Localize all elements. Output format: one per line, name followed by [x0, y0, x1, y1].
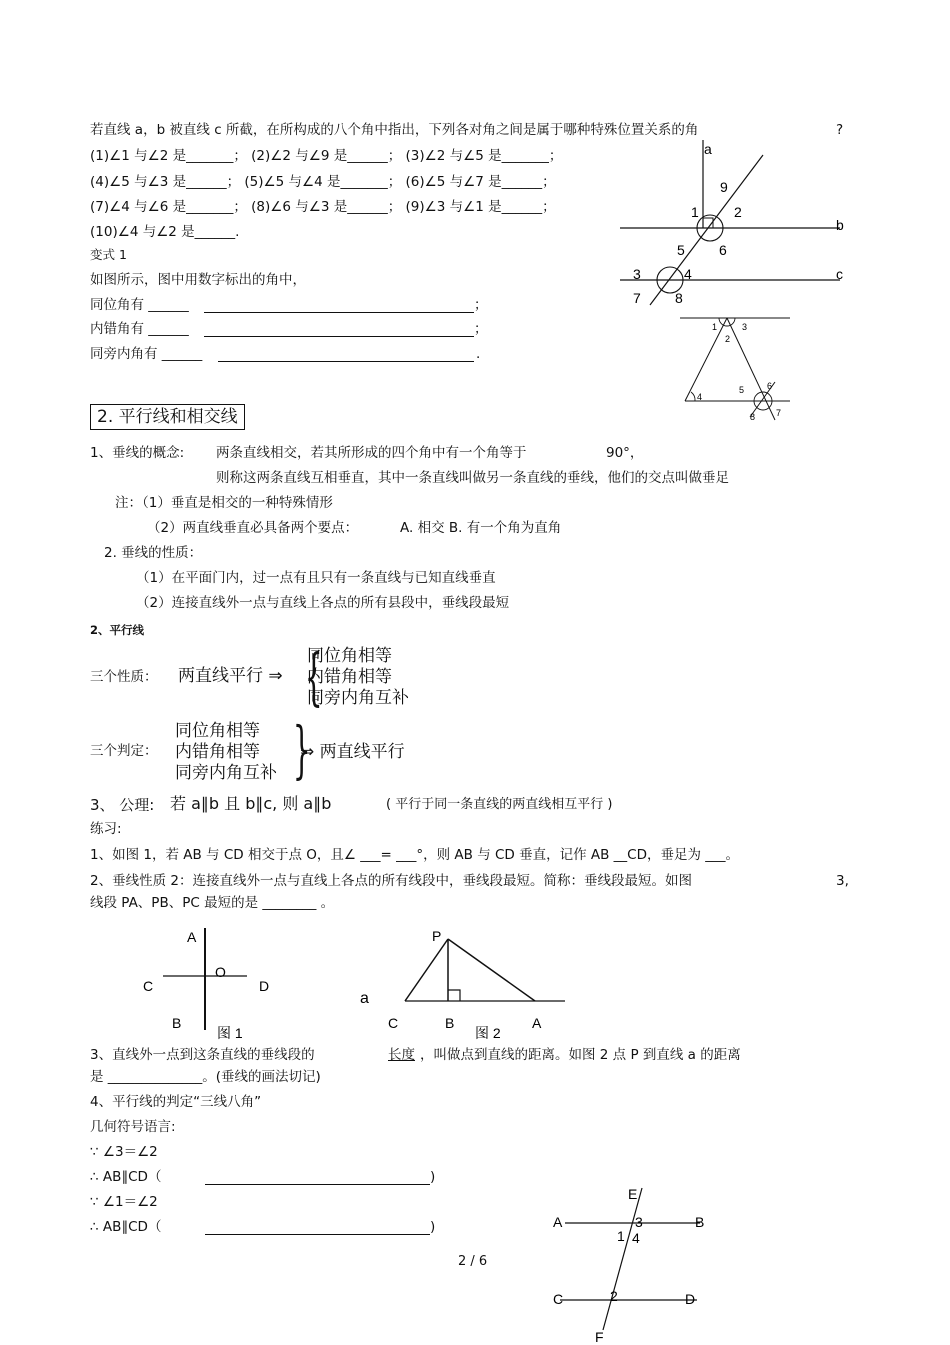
tongpang-blank[interactable] — [218, 361, 474, 362]
svg-text:B: B — [695, 1214, 705, 1230]
tongwei-blank[interactable] — [204, 312, 474, 313]
left-brace-icon: { — [304, 640, 323, 713]
tongwei-label: 同位角有 ______ — [90, 297, 189, 313]
figure-1 — [135, 920, 270, 1045]
svg-text:C: C — [388, 1015, 399, 1031]
q1-intro: 若直线 a，b 被直线 c 所截，在所构成的八个角中指出，下列各对角之间是属于哪种特殊位置关系的角 — [90, 122, 699, 138]
prop-interior: 同旁内角互补 — [307, 688, 409, 708]
item1-label: 1、垂线的概念: — [90, 445, 185, 461]
svg-text:a: a — [360, 990, 369, 1007]
tongpang-label: 同旁内角有 ______ — [90, 346, 203, 362]
neicuo-blank[interactable] — [204, 336, 474, 337]
note-2: （2）两直线垂直必具备两个要点： — [147, 520, 359, 536]
axiom-label: 3、 公理: — [90, 796, 155, 814]
props-premise: 两直线平行 ⇒ — [178, 666, 283, 686]
angle-1: 1 — [691, 204, 699, 220]
label-a: a — [704, 141, 712, 157]
angle-3: 3 — [633, 266, 641, 282]
svg-text:6: 6 — [767, 381, 773, 391]
neicuo-label: 内错角有 ______ — [90, 321, 189, 337]
svg-text:3: 3 — [635, 1214, 643, 1230]
svg-text:2: 2 — [610, 1288, 618, 1304]
q1-question-mark: ? — [836, 122, 844, 138]
judg-alternate: 内错角相等 — [175, 742, 260, 762]
svg-text:3: 3 — [742, 322, 748, 332]
svg-text:4: 4 — [697, 392, 703, 402]
prop-alternate: 内错角相等 — [307, 667, 392, 687]
tongpang-period: . — [476, 346, 481, 362]
q1-row3: (7)∠4 与∠6 是_______； (8)∠6 与∠3 是______； (9)∠3 与∠1 是______； — [90, 199, 556, 215]
q1-row1: (1)∠1 与∠2 是_______； (2)∠2 与∠9 是______； (3)∠2 与∠5 是_______； — [90, 148, 563, 164]
variant-title: 变式 1 — [90, 247, 127, 262]
svg-text:A: A — [553, 1214, 563, 1230]
svg-text:P: P — [432, 928, 442, 944]
svg-text:7: 7 — [776, 408, 782, 418]
neicuo-semicolon: ； — [474, 321, 488, 337]
angle-6: 6 — [719, 242, 727, 258]
svg-text:D: D — [259, 978, 270, 994]
axiom-note: ( 平行于同一条直线的两直线相互平行 ) — [386, 797, 613, 812]
svg-text:F: F — [595, 1329, 604, 1345]
reason-blank-2[interactable] — [205, 1234, 430, 1235]
prop-corresponding: 同位角相等 — [307, 646, 392, 666]
exercise-2-figure-number: 3, — [836, 873, 849, 889]
exercise-2b: 线段 PA、PB、PC 最短的是 ________ 。 — [90, 895, 335, 911]
item1-line2: 则称这两条直线互相垂直，其中一条直线叫做另一条直线的垂线，他们的交点叫做垂足 — [216, 470, 729, 486]
property-2: （2）连接直线外一点与直线上各点的所有县段中，垂线段最短 — [136, 595, 510, 611]
practice-label: 练习: — [90, 821, 122, 837]
exercise-1: 1、如图 1，若 AB 与 CD 相交于点 O，且∠ ___= ___°，则 AB 与 CD 垂直，记作 AB __CD，垂足为 ___。 — [90, 847, 740, 863]
svg-text:A: A — [532, 1015, 542, 1031]
therefore-1-close: ) — [430, 1169, 436, 1185]
therefore-2: ∴ AB∥CD（ — [90, 1219, 162, 1235]
geometry-language: 几何符号语言: — [90, 1119, 176, 1135]
exercise-4: 4、平行线的判定“三线八角” — [90, 1094, 262, 1110]
tongwei-semicolon: ； — [474, 297, 488, 313]
svg-text:2: 2 — [725, 334, 731, 344]
svg-text:1: 1 — [617, 1228, 625, 1244]
judg-interior: 同旁内角互补 — [175, 763, 277, 783]
therefore-2-close: ) — [430, 1219, 436, 1235]
svg-text:C: C — [143, 978, 154, 994]
angle-2: 2 — [734, 204, 742, 220]
svg-text:O: O — [215, 964, 226, 980]
judg-corresponding: 同位角相等 — [175, 721, 260, 741]
because-1: ∵ ∠3＝∠2 — [90, 1144, 158, 1160]
right-brace-icon: } — [292, 713, 311, 786]
page-number: 2 / 6 — [458, 1254, 488, 1269]
svg-text:B: B — [172, 1015, 182, 1031]
angle-4: 4 — [684, 266, 692, 282]
angle-9: 9 — [720, 179, 728, 195]
three-props-label: 三个性质： — [90, 669, 158, 685]
exercise-2a: 2、垂线性质 2：连接直线外一点与直线上各点的所有线段中，垂线段最短。简称：垂线段最短。如图 — [90, 873, 692, 889]
section-2-title: 2. 平行线和相交线 — [90, 404, 245, 430]
q1-row4: (10)∠4 与∠2 是______. — [90, 224, 240, 240]
svg-text:C: C — [553, 1291, 564, 1307]
exercise-3a: 3、直线外一点到这条直线的垂线段的 — [90, 1047, 315, 1063]
figure-2-caption: 图 2 — [475, 1025, 501, 1041]
svg-text:A: A — [187, 929, 197, 945]
note-1: 注：（1）垂直是相交的一种特殊情形 — [115, 495, 333, 511]
figure-three-lines — [600, 135, 860, 315]
note-2-points: A. 相交 B. 有一个角为直角 — [400, 520, 562, 536]
svg-text:1: 1 — [712, 322, 718, 332]
svg-text:B: B — [445, 1015, 455, 1031]
three-judg-label: 三个判定： — [90, 743, 158, 759]
figure-2 — [355, 925, 570, 1045]
exercise-3c: 是 ______________。(垂线的画法切记) — [90, 1069, 321, 1085]
angle-5: 5 — [677, 242, 685, 258]
axiom-text: 若 a∥b 且 b∥c, 则 a∥b — [170, 794, 332, 813]
svg-text:8: 8 — [750, 412, 756, 422]
parallel-title: 2、平行线 — [90, 623, 145, 637]
exercise-3-length: 长度 — [388, 1047, 415, 1063]
property-1: （1）在平面门内，过一点有且只有一条直线与已知直线垂直 — [136, 570, 496, 586]
angle-7: 7 — [633, 290, 641, 306]
svg-text:E: E — [628, 1186, 638, 1202]
svg-text:5: 5 — [739, 385, 745, 395]
variant-intro: 如图所示，图中用数字标出的角中， — [90, 272, 306, 288]
item1-degree: 90°， — [606, 445, 644, 461]
item1-text: 两条直线相交，若其所形成的四个角中有一个角等于 — [216, 445, 527, 461]
label-c: c — [836, 266, 843, 282]
label-b: b — [836, 217, 844, 233]
reason-blank-1[interactable] — [205, 1184, 430, 1185]
figure-3 — [545, 1180, 720, 1345]
item2-label: 2. 垂线的性质： — [104, 545, 203, 561]
q1-row2: (4)∠5 与∠3 是______； (5)∠5 与∠4 是_______； (6)∠5 与∠7 是______； — [90, 174, 556, 190]
figure-1-caption: 图 1 — [217, 1025, 243, 1041]
figure-triangle — [675, 312, 805, 427]
angle-8: 8 — [675, 290, 683, 306]
exercise-3b: ，叫做点到直线的距离。如图 2 点 P 到直线 a 的距离 — [420, 1047, 741, 1063]
svg-text:D: D — [685, 1291, 696, 1307]
judg-conclusion: ⇒ 两直线平行 — [300, 742, 405, 762]
svg-text:4: 4 — [632, 1230, 640, 1246]
therefore-1: ∴ AB∥CD（ — [90, 1169, 162, 1185]
because-2: ∵ ∠1＝∠2 — [90, 1194, 158, 1210]
